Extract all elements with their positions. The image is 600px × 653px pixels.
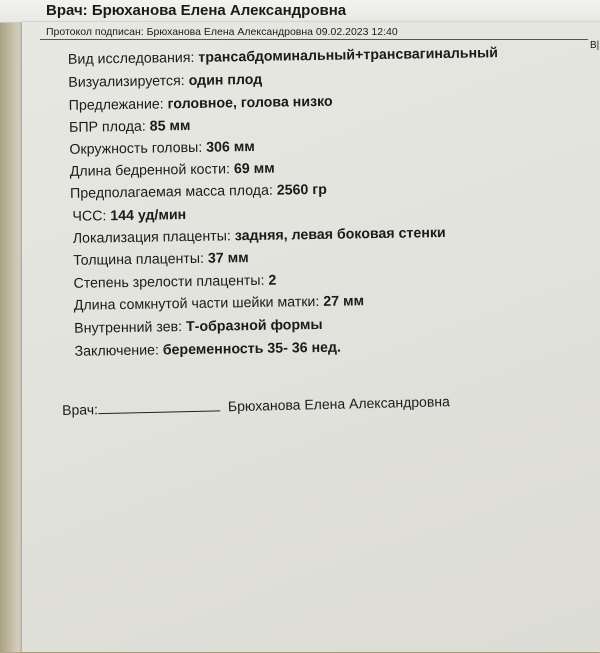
item-label: Заключение: bbox=[74, 342, 160, 360]
signature-name: Брюханова Елена Александровна bbox=[227, 393, 450, 415]
item-label: Длина сомкнутой части шейки матки: bbox=[73, 293, 320, 314]
item-value: один плод bbox=[188, 71, 263, 89]
report-item bbox=[68, 72, 262, 91]
item-label: Предполагаемая масса плода: bbox=[69, 182, 273, 202]
item-value: трансабдоминальный+трансвагинальный bbox=[198, 45, 499, 66]
item-value: 144 уд/мин bbox=[110, 207, 187, 225]
report-item bbox=[72, 207, 186, 225]
item-label: ЧСС: bbox=[72, 208, 107, 225]
protocol-signed-line: Протокол подписан: Брюханова Елена Александровна 09.02.2023 12:40 bbox=[46, 26, 398, 38]
item-label: Визуализируется: bbox=[68, 73, 185, 91]
item-label: Степень зрелости плаценты: bbox=[73, 272, 265, 292]
item-value: 306 мм bbox=[206, 138, 255, 156]
item-label: Внутренний зев: bbox=[74, 319, 183, 337]
corner-fragment: В| bbox=[590, 40, 600, 51]
item-value: задняя, левая боковая стенки bbox=[234, 224, 446, 245]
report-item bbox=[70, 182, 327, 202]
signature-label: Врач: bbox=[62, 401, 99, 418]
signature-blank bbox=[98, 400, 220, 414]
report-item bbox=[74, 293, 364, 314]
item-value: головное, голова низко bbox=[167, 93, 333, 113]
item-label: Окружность головы: bbox=[69, 139, 203, 158]
item-label: Локализация плаценты: bbox=[72, 228, 231, 247]
item-value: 37 мм bbox=[207, 250, 249, 267]
item-value: 2560 гр bbox=[276, 181, 328, 199]
item-value: Т-образной формы bbox=[185, 316, 323, 336]
report-item bbox=[74, 340, 341, 360]
item-label: Вид исследования: bbox=[67, 49, 195, 68]
item-value: 69 мм bbox=[233, 160, 275, 178]
report-item bbox=[73, 273, 276, 292]
report-item bbox=[69, 94, 333, 114]
report-item bbox=[73, 250, 249, 269]
item-value: 27 мм bbox=[323, 293, 365, 310]
report-item bbox=[70, 161, 275, 180]
item-value: 2 bbox=[268, 272, 277, 289]
item-label: БПР плода: bbox=[68, 118, 146, 136]
doctor-header: Врач: Брюханова Елена Александровна bbox=[46, 2, 347, 19]
report-item bbox=[69, 139, 255, 158]
report-item bbox=[74, 317, 323, 337]
report-item bbox=[69, 118, 191, 136]
report-item bbox=[73, 225, 446, 247]
item-label: Предлежание: bbox=[68, 96, 164, 114]
item-value: беременность 35- 36 нед. bbox=[162, 339, 342, 359]
item-value: 85 мм bbox=[149, 117, 191, 135]
item-label: Толщина плаценты: bbox=[73, 250, 205, 269]
report-item bbox=[68, 45, 498, 68]
item-label: Длина бедренной кости: bbox=[69, 161, 231, 180]
